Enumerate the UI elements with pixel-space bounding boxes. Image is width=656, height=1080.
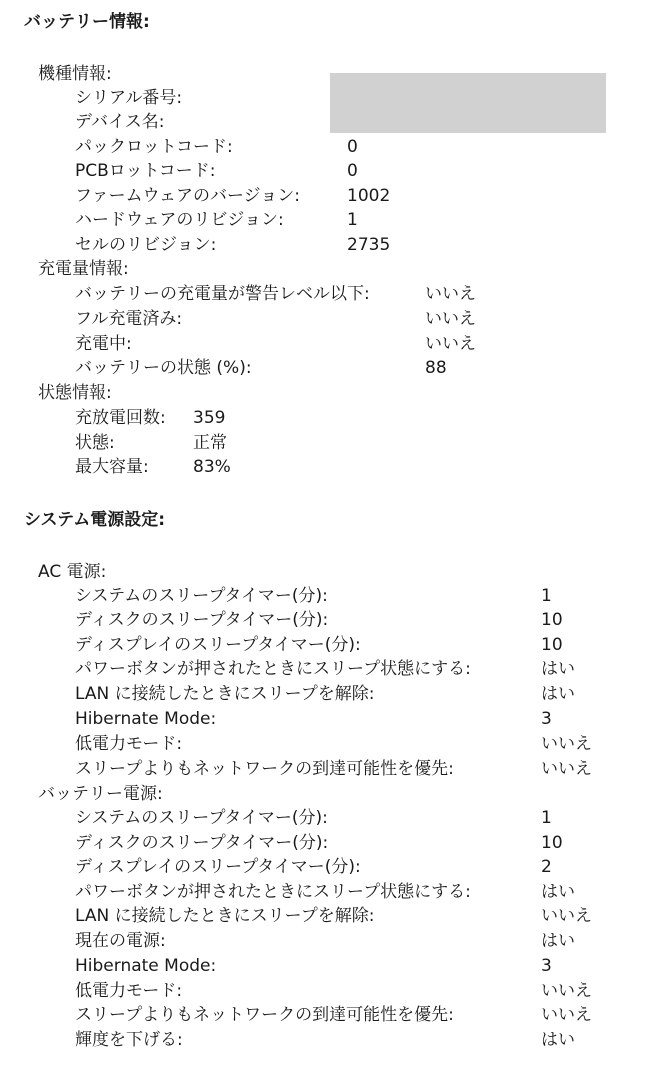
ac-low-power-mode-label: 低電力モード:	[75, 734, 183, 754]
bat-wake-on-lan-label: LAN に接続したときにスリープを解除:	[75, 906, 375, 926]
ac-power-heading: AC 電源:	[38, 562, 107, 582]
device-name-label: デバイス名:	[75, 112, 165, 132]
pcb-lot-code-value: 0	[347, 161, 358, 181]
bat-current-power-source-value: はい	[541, 931, 575, 951]
cycle-count-value: 359	[193, 408, 226, 428]
power-settings-title: システム電源設定:	[24, 510, 166, 530]
ac-disk-sleep-label: ディスクのスリープタイマー(分):	[75, 610, 329, 630]
status-info-heading: 状態情報:	[38, 383, 112, 403]
ac-display-sleep-label: ディスプレイのスリープタイマー(分):	[75, 635, 361, 655]
ac-disk-sleep-value: 10	[541, 610, 563, 630]
battery-power-heading: バッテリー電源:	[38, 784, 163, 804]
bat-network-priority-label: スリープよりもネットワークの到達可能性を優先:	[75, 1005, 454, 1025]
charging-label: 充電中:	[75, 334, 132, 354]
ac-hibernate-mode-label: Hibernate Mode:	[75, 709, 217, 729]
cycle-count-label: 充放電回数:	[75, 408, 166, 428]
bat-disk-sleep-label: ディスクのスリープタイマー(分):	[75, 833, 329, 853]
ac-display-sleep-value: 10	[541, 635, 563, 655]
firmware-version-label: ファームウェアのバージョン:	[75, 186, 301, 206]
hardware-revision-label: ハードウェアのリビジョン:	[75, 210, 284, 230]
bat-hibernate-mode-label: Hibernate Mode:	[75, 956, 217, 976]
battery-health-percent-value: 88	[425, 358, 447, 378]
pcb-lot-code-label: PCBロットコード:	[75, 161, 216, 181]
bat-display-sleep-label: ディスプレイのスリープタイマー(分):	[75, 857, 361, 877]
fully-charged-value: いいえ	[425, 309, 476, 329]
ac-hibernate-mode-value: 3	[541, 709, 552, 729]
cell-revision-value: 2735	[347, 235, 391, 255]
ac-wake-on-lan-value: はい	[541, 684, 575, 704]
bat-power-button-sleep-value: はい	[541, 882, 575, 902]
bat-system-sleep-label: システムのスリープタイマー(分):	[75, 808, 328, 828]
bat-wake-on-lan-value: いいえ	[541, 906, 592, 926]
bat-low-power-mode-label: 低電力モード:	[75, 981, 183, 1001]
low-charge-warning-label: バッテリーの充電量が警告レベル以下:	[75, 284, 370, 304]
fully-charged-label: フル充電済み:	[75, 309, 183, 329]
bat-disk-sleep-value: 10	[541, 833, 563, 853]
battery-info-title: バッテリー情報:	[24, 12, 150, 32]
firmware-version-value: 1002	[347, 186, 391, 206]
ac-power-button-sleep-label: パワーボタンが押されたときにスリープ状態にする:	[75, 659, 471, 679]
battery-health-percent-label: バッテリーの状態 (%):	[75, 358, 252, 378]
bat-reduce-brightness-value: はい	[541, 1030, 575, 1050]
ac-network-priority-label: スリープよりもネットワークの到達可能性を優先:	[75, 759, 454, 779]
ac-low-power-mode-value: いいえ	[541, 734, 592, 754]
serial-number-label: シリアル番号:	[75, 88, 183, 108]
bat-network-priority-value: いいえ	[541, 1005, 592, 1025]
bat-low-power-mode-value: いいえ	[541, 981, 592, 1001]
cell-revision-label: セルのリビジョン:	[75, 235, 217, 255]
ac-system-sleep-label: システムのスリープタイマー(分):	[75, 586, 328, 606]
ac-power-button-sleep-value: はい	[541, 659, 575, 679]
low-charge-warning-value: いいえ	[425, 284, 476, 304]
max-capacity-value: 83%	[193, 457, 231, 477]
bat-hibernate-mode-value: 3	[541, 956, 552, 976]
max-capacity-label: 最大容量:	[75, 457, 149, 477]
bat-power-button-sleep-label: パワーボタンが押されたときにスリープ状態にする:	[75, 882, 471, 902]
pack-lot-code-label: パックロットコード:	[75, 137, 233, 157]
bat-reduce-brightness-label: 輝度を下げる:	[75, 1030, 183, 1050]
redacted-serial-and-device	[330, 73, 606, 133]
condition-value: 正常	[193, 433, 227, 453]
condition-label: 状態:	[75, 433, 115, 453]
ac-wake-on-lan-label: LAN に接続したときにスリープを解除:	[75, 684, 375, 704]
ac-network-priority-value: いいえ	[541, 759, 592, 779]
pack-lot-code-value: 0	[347, 137, 358, 157]
bat-display-sleep-value: 2	[541, 857, 552, 877]
hardware-revision-value: 1	[347, 210, 358, 230]
bat-system-sleep-value: 1	[541, 808, 552, 828]
ac-system-sleep-value: 1	[541, 586, 552, 606]
charging-value: いいえ	[425, 334, 476, 354]
bat-current-power-source-label: 現在の電源:	[75, 931, 166, 951]
model-info-heading: 機種情報:	[38, 64, 112, 84]
charge-info-heading: 充電量情報:	[38, 259, 129, 279]
